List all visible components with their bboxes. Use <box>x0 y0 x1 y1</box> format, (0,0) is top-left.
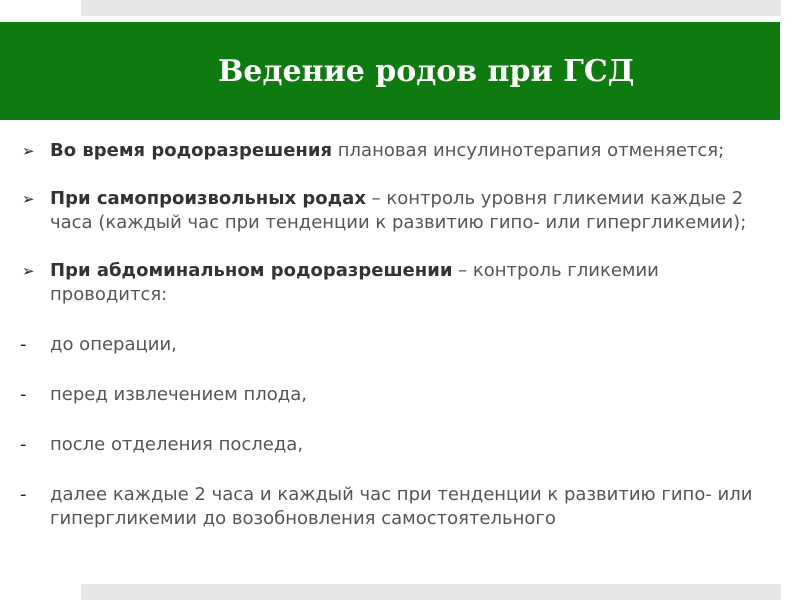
item-text: – контроль гликемии проводится: <box>50 260 659 305</box>
list-item-before-extraction <box>18 383 778 407</box>
list-item-after-placenta <box>18 433 778 457</box>
list-item-intraop <box>18 139 778 163</box>
dash-bullet-icon: - <box>20 434 27 455</box>
bottom-decor-strip <box>81 584 781 600</box>
arrow-bullet-icon: ➢ <box>22 142 35 160</box>
list-item-spontaneous <box>18 187 778 235</box>
arrow-bullet-icon: ➢ <box>22 190 35 208</box>
item-text: – контроль уровня гликемии каждые 2 часа (каждый час при тенденции к развитию гипо- или гипергликемии); <box>50 188 747 233</box>
item-text: перед извлечением плода, <box>50 384 308 405</box>
item-text: далее каждые 2 часа и каждый час при тенденции к развитию гипо- или гипергликемии до возобновления самостоятельного <box>50 484 753 529</box>
dash-bullet-icon: - <box>20 384 27 405</box>
top-decor-strip <box>81 0 781 16</box>
dash-bullet-icon: - <box>20 334 27 355</box>
item-bold-label: Во время родоразрешения <box>50 140 333 161</box>
item-bold-label: При самопроизвольных родах <box>50 188 366 209</box>
item-text: до операции, <box>50 334 177 355</box>
item-text: после отделения последа, <box>50 434 304 455</box>
dash-bullet-icon: - <box>20 484 27 505</box>
list-item-before-surgery <box>18 333 778 357</box>
slide-content <box>18 139 778 531</box>
list-item-abdominal <box>18 259 778 307</box>
slide-title: Ведение родов при ГСД <box>218 54 635 89</box>
item-bold-label: При абдоминальном родоразрешении <box>50 260 453 281</box>
item-text: плановая инсулинотерапия отменяется; <box>332 140 725 161</box>
list-item-every-two-hours <box>18 483 778 531</box>
arrow-bullet-icon: ➢ <box>22 262 35 280</box>
